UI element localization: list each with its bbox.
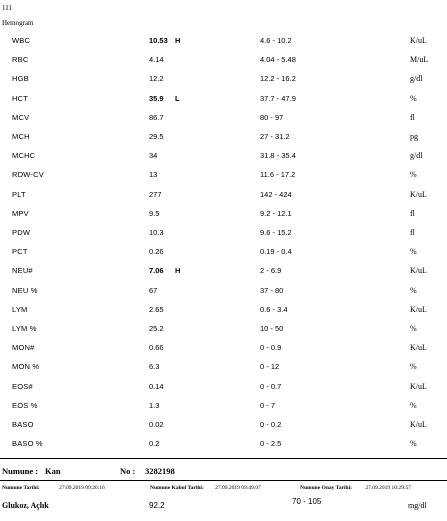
sample-no-label: No : (120, 466, 136, 476)
result-value: 67 (149, 285, 158, 295)
divider-top (0, 458, 447, 459)
result-value: 0.66 (149, 343, 164, 353)
result-reference: 0.6 - 3.4 (260, 304, 288, 314)
result-reference: 0 - 0.7 (260, 381, 282, 391)
result-row (0, 132, 447, 146)
result-name: EOS % (12, 400, 38, 410)
result-name: EOS# (12, 381, 33, 391)
result-value: 12.2 (149, 74, 164, 84)
result-value: 2.65 (149, 304, 164, 314)
result-row (0, 36, 447, 50)
result-name: MCHC (12, 151, 36, 161)
result-value: 10.53 (149, 36, 168, 45)
result-unit: g/dl (410, 74, 423, 84)
result-flag: L (175, 93, 180, 103)
result-name: LYM % (12, 324, 37, 333)
result-value: 0.14 (149, 381, 164, 391)
result-value: 277 (149, 189, 162, 199)
result-reference: 37 - 80 (260, 285, 284, 295)
result-name: MON % (12, 362, 40, 372)
result-value: 1.3 (149, 400, 160, 410)
result-unit: % (410, 439, 417, 449)
result-unit: % (410, 93, 417, 103)
result-reference: 31.8 - 35.4 (260, 151, 296, 161)
result-name: PLT (12, 189, 26, 199)
result-value: 7.06 (149, 266, 164, 276)
result-row (0, 362, 447, 376)
result-unit: fl (410, 228, 415, 237)
sample-date (2, 485, 105, 491)
test-name: Glukoz, Açlık (2, 501, 49, 510)
result-unit: K/uL (410, 304, 427, 314)
result-reference: 0 - 7 (260, 400, 276, 410)
result-unit: fl (410, 112, 415, 122)
result-row (0, 343, 447, 357)
result-unit: fl (410, 208, 415, 218)
result-value: 13 (149, 170, 158, 180)
result-value: 6.3 (149, 362, 160, 372)
result-name: MCH (12, 132, 30, 141)
result-name: RBC (12, 55, 29, 65)
result-unit: K/uL (410, 36, 427, 45)
result-unit: K/uL (410, 381, 427, 391)
sample-value: Kan (45, 466, 61, 476)
result-reference: 0.19 - 0.4 (260, 247, 292, 257)
approval-date-value: 27.09.2019 10:29:57 (365, 485, 412, 491)
result-name: WBC (12, 36, 31, 45)
result-reference: 80 - 97 (260, 112, 284, 122)
result-value: 86.7 (149, 112, 164, 122)
result-unit: pg (410, 132, 418, 141)
result-value: 35.9 (149, 93, 164, 103)
result-value: 10.3 (149, 228, 164, 237)
result-row (0, 439, 447, 453)
result-value: 25.2 (149, 324, 164, 333)
result-flag: H (175, 36, 181, 45)
test-unit: mg/dl (408, 501, 427, 510)
result-value: 9.5 (149, 208, 160, 218)
result-reference: 4.04 - 5.48 (260, 55, 296, 65)
result-name: NEU % (12, 285, 38, 295)
result-row (0, 190, 447, 204)
result-row (0, 74, 447, 88)
section-title: Hemogram (2, 19, 34, 27)
result-name: HGB (12, 74, 29, 84)
result-value: 0.2 (149, 439, 160, 449)
result-reference: 2 - 6.9 (260, 266, 282, 276)
result-name: RDW-CV (12, 170, 44, 180)
result-unit: % (410, 362, 417, 372)
result-reference: 11.6 - 17.2 (260, 170, 296, 180)
result-row (0, 247, 447, 261)
result-reference: 0 - 2.5 (260, 439, 282, 449)
result-row (0, 286, 447, 300)
result-name: MCV (12, 112, 30, 122)
result-value: 34 (149, 151, 158, 161)
result-name: MON# (12, 343, 35, 353)
result-row (0, 113, 447, 127)
result-name: PDW (12, 228, 31, 237)
result-value: 0.26 (149, 247, 164, 257)
test-reference: 70 - 105 (292, 497, 322, 506)
page-number: 111 (2, 4, 12, 12)
result-name: BASO (12, 420, 34, 429)
result-reference: 10 - 50 (260, 324, 284, 333)
result-reference: 12.2 - 16.2 (260, 74, 296, 84)
result-name: PCT (12, 247, 28, 257)
result-reference: 0 - 12 (260, 362, 280, 372)
result-row (0, 209, 447, 223)
result-reference: 0 - 0.9 (260, 343, 282, 353)
result-row (0, 94, 447, 108)
result-unit: % (410, 400, 417, 410)
approval-date (300, 485, 411, 491)
result-row (0, 266, 447, 280)
sample-no-value: 3282198 (145, 466, 175, 476)
result-reference: 9.6 - 15.2 (260, 228, 292, 237)
result-name: BASO % (12, 439, 43, 449)
test-value: 92.2 (149, 501, 165, 510)
result-reference: 9.2 - 12.1 (260, 208, 292, 218)
result-unit: g/dl (410, 151, 423, 161)
approval-date-label: Numune Onay Tarihi: (300, 485, 352, 491)
divider-bottom (0, 480, 447, 481)
result-row (0, 151, 447, 165)
result-name: HCT (12, 93, 29, 103)
result-value: 29.5 (149, 132, 164, 141)
result-unit: % (410, 170, 417, 180)
result-name: MPV (12, 208, 29, 218)
result-unit: % (410, 324, 417, 333)
result-unit: K/uL (410, 189, 427, 199)
result-row (0, 420, 447, 434)
result-reference: 27 - 31.2 (260, 132, 290, 141)
result-reference: 142 - 424 (260, 189, 292, 199)
result-unit: K/uL (410, 343, 427, 353)
result-unit: K/uL (410, 420, 427, 429)
sample-date-label: Numune Tarihi: (2, 485, 40, 491)
result-row (0, 401, 447, 415)
result-unit: % (410, 247, 417, 257)
result-row (0, 305, 447, 319)
result-unit: K/uL (410, 266, 427, 276)
sample-date-value: 27.09.2019 09:26:16 (59, 485, 105, 491)
result-reference: 4.6 - 10.2 (260, 36, 292, 45)
result-flag: H (175, 266, 181, 276)
result-row (0, 382, 447, 396)
result-reference: 37.7 - 47.9 (260, 93, 296, 103)
result-name: NEU# (12, 266, 33, 276)
result-value: 4.14 (149, 55, 164, 65)
result-unit: M/uL (410, 55, 429, 65)
result-unit: % (410, 285, 417, 295)
accept-date (150, 485, 261, 491)
result-row (0, 228, 447, 242)
sample-label: Numune : (2, 466, 39, 476)
result-value: 0.02 (149, 420, 164, 429)
accept-date-value: 27.09.2019 09:49:07 (215, 485, 261, 491)
result-row (0, 55, 447, 69)
accept-date-label: Numune Kabul Tarihi: (150, 485, 204, 491)
result-reference: 0 - 0.2 (260, 420, 282, 429)
result-row (0, 170, 447, 184)
result-row (0, 324, 447, 338)
result-name: LYM (12, 304, 28, 314)
